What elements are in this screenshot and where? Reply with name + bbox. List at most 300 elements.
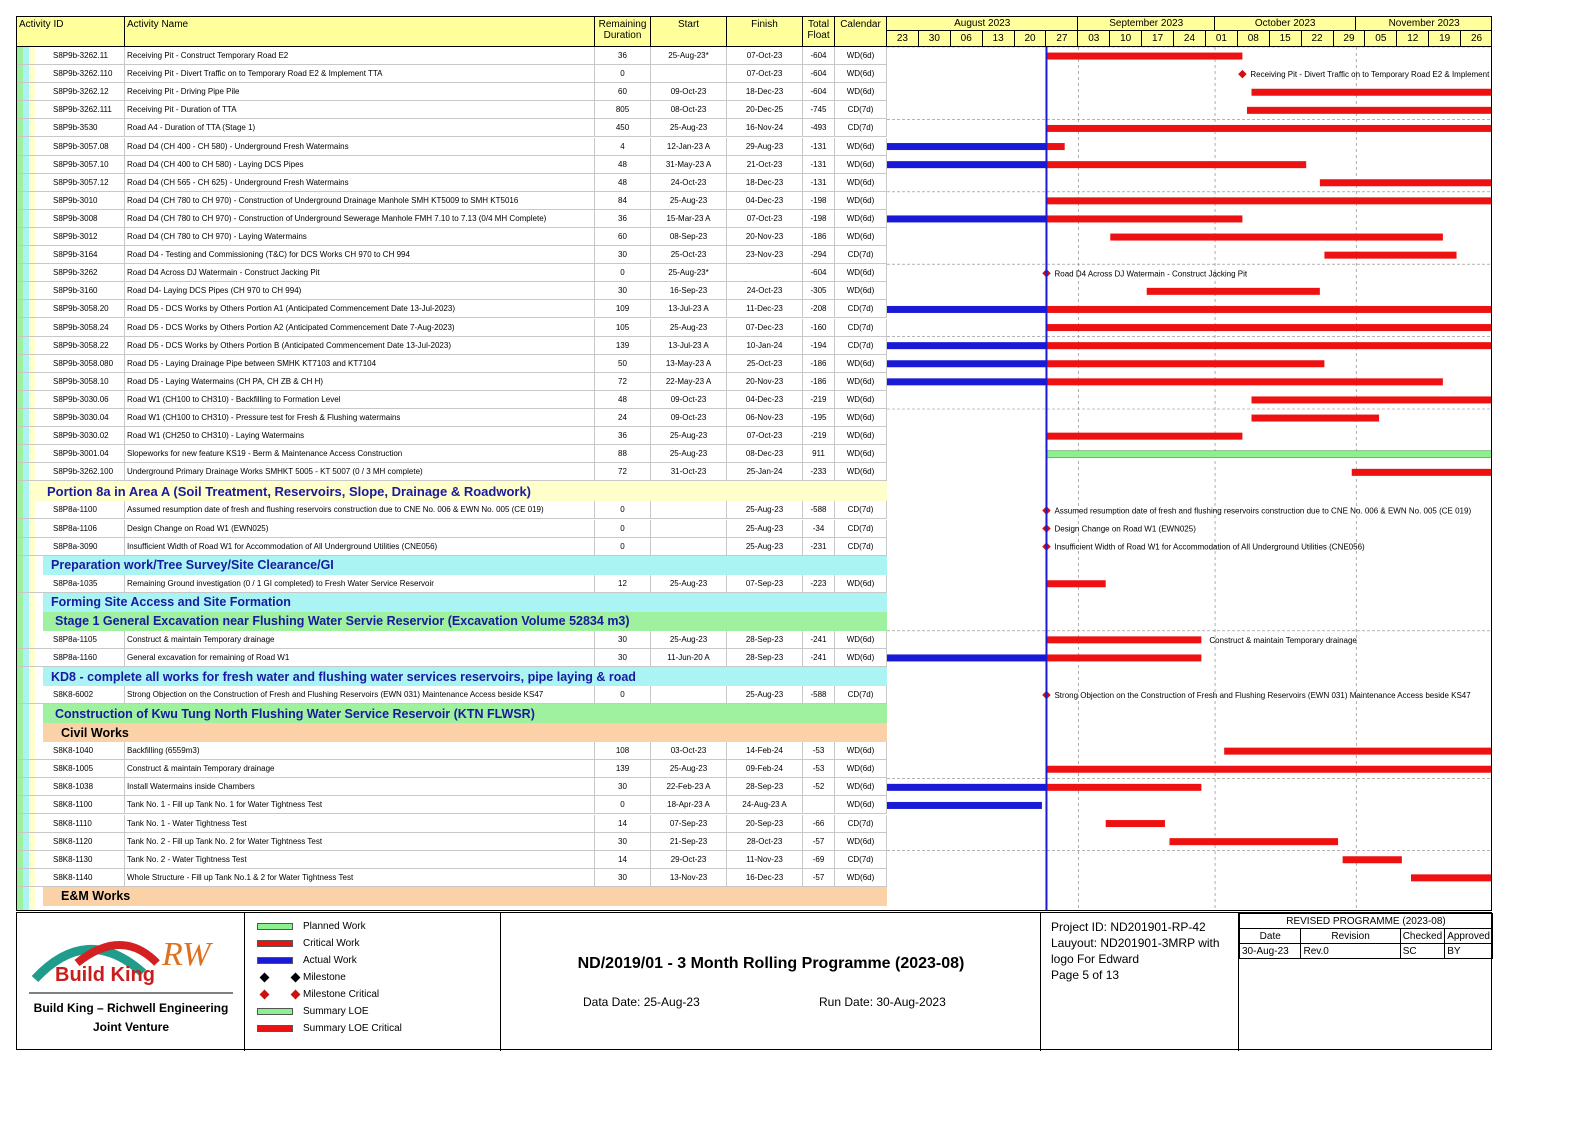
activity-name-cell: Road W1 (CH100 to CH310) - Pressure test for Fresh & Flushing watermains xyxy=(125,409,595,426)
activity-id-cell: S8K8-1038 xyxy=(43,778,125,795)
legend-swatch xyxy=(257,1025,293,1032)
total-float-cell: -131 xyxy=(803,138,835,155)
start-cell: 13-Nov-23 xyxy=(651,869,727,886)
start-cell: 18-Apr-23 A xyxy=(651,796,727,813)
activity-row[interactable] xyxy=(17,427,887,445)
finish-cell: 18-Dec-23 xyxy=(727,83,803,100)
activity-id-cell: S8P9b-3030.04 xyxy=(43,409,125,426)
activity-row[interactable] xyxy=(17,319,887,337)
critical-bar xyxy=(1046,342,1492,349)
calendar-cell: WD(6d) xyxy=(835,649,887,666)
activity-name-cell: Road D5 - Laying Drainage Pipe between SMHK KT7103 and KT7104 xyxy=(125,355,595,372)
finish-cell: 28-Oct-23 xyxy=(727,833,803,850)
critical-bar xyxy=(1320,179,1492,186)
logo-company-line1: Build King – Richwell Engineering xyxy=(33,1001,229,1015)
activity-row[interactable] xyxy=(17,631,887,649)
remaining-duration-cell: 139 xyxy=(595,760,651,777)
critical-bar xyxy=(1046,580,1105,587)
activity-name-cell: Receiving Pit - Driving Pipe Pile xyxy=(125,83,595,100)
total-float-cell: -604 xyxy=(803,47,835,64)
activity-id-cell: S8P8a-1160 xyxy=(43,649,125,666)
activity-name-cell: Underground Primary Drainage Works SMHKT 5005 - KT 5007 (0 / 3 MH complete) xyxy=(125,463,595,480)
calendar-cell: CD(7d) xyxy=(835,319,887,336)
activity-row[interactable] xyxy=(17,760,887,778)
timescale-week: 12 xyxy=(1397,31,1429,47)
timescale-months xyxy=(887,17,1492,31)
critical-bar xyxy=(1046,360,1324,367)
col-total-float[interactable]: Total Float xyxy=(803,17,835,47)
calendar-cell: WD(6d) xyxy=(835,264,887,281)
total-float-cell: -160 xyxy=(803,319,835,336)
calendar-cell: WD(6d) xyxy=(835,47,887,64)
activity-row[interactable] xyxy=(17,851,887,869)
activity-row[interactable] xyxy=(17,575,887,593)
activity-name-cell: Road D5 - DCS Works by Others Portion B (Anticipated Commencement Date 13-Jul-2023) xyxy=(125,337,595,354)
critical-bar xyxy=(1324,252,1456,259)
activity-name-cell: Construct & maintain Temporary drainage xyxy=(125,760,595,777)
start-cell: 08-Oct-23 xyxy=(651,101,727,118)
finish-cell: 10-Jan-24 xyxy=(727,337,803,354)
critical-bar xyxy=(1247,107,1492,114)
activity-row[interactable] xyxy=(17,174,887,192)
remaining-duration-cell: 14 xyxy=(595,815,651,832)
activity-row[interactable] xyxy=(17,47,887,65)
start-cell: 13-May-23 A xyxy=(651,355,727,372)
legend-label: Planned Work xyxy=(303,921,366,932)
start-cell: 29-Oct-23 xyxy=(651,851,727,868)
calendar-cell: WD(6d) xyxy=(835,833,887,850)
total-float-cell: -241 xyxy=(803,649,835,666)
revision-header-approved: Approved xyxy=(1445,929,1493,944)
critical-bar xyxy=(1046,197,1492,204)
remaining-duration-cell: 0 xyxy=(595,796,651,813)
critical-bar xyxy=(1046,433,1242,440)
finish-cell: 29-Aug-23 xyxy=(727,138,803,155)
total-float-cell: -57 xyxy=(803,833,835,850)
calendar-cell: WD(6d) xyxy=(835,869,887,886)
timescale-week: 26 xyxy=(1461,31,1492,47)
critical-bar xyxy=(1252,415,1380,422)
critical-bar xyxy=(1343,856,1402,863)
col-finish[interactable]: Finish xyxy=(727,17,803,47)
finish-cell: 07-Oct-23 xyxy=(727,47,803,64)
activity-name-cell: Road D5 - DCS Works by Others Portion A1 (Anticipated Commencement Date 13-Jul-2023) xyxy=(125,300,595,317)
remaining-duration-cell: 105 xyxy=(595,319,651,336)
actual-bar xyxy=(887,654,1046,661)
schedule-sheet xyxy=(16,16,1492,911)
wbs-band[interactable] xyxy=(43,593,887,612)
start-cell: 08-Sep-23 xyxy=(651,228,727,245)
finish-cell: 04-Dec-23 xyxy=(727,391,803,408)
wbs-band-title: Civil Works xyxy=(61,725,129,740)
calendar-cell: WD(6d) xyxy=(835,742,887,759)
activity-id-cell: S8P8a-3090 xyxy=(43,538,125,555)
start-cell xyxy=(651,65,727,82)
finish-cell: 28-Sep-23 xyxy=(727,649,803,666)
start-cell: 22-Feb-23 A xyxy=(651,778,727,795)
critical-bar xyxy=(1046,306,1492,313)
critical-bar xyxy=(1046,215,1242,222)
finish-cell: 25-Aug-23 xyxy=(727,520,803,537)
activity-name-cell: Whole Structure - Fill up Tank No.1 & 2 for Water Tightness Test xyxy=(125,869,595,886)
logo-rw-text: RW xyxy=(162,936,211,973)
total-float-cell: -198 xyxy=(803,210,835,227)
calendar-cell: CD(7d) xyxy=(835,538,887,555)
activity-row[interactable] xyxy=(17,228,887,246)
remaining-duration-cell: 0 xyxy=(595,538,651,555)
timescale-week: 30 xyxy=(919,31,951,47)
critical-bar xyxy=(1046,636,1201,643)
legend-item xyxy=(257,972,346,983)
start-cell: 25-Aug-23 xyxy=(651,760,727,777)
col-activity-name[interactable]: Activity Name xyxy=(125,17,595,47)
data-date: Data Date: 25-Aug-23 xyxy=(583,995,700,1009)
activity-name-cell: Road D4 (CH 780 to CH 970) - Laying Watermains xyxy=(125,228,595,245)
calendar-cell: CD(7d) xyxy=(835,815,887,832)
total-float-cell: -231 xyxy=(803,538,835,555)
activity-name-cell: Road D5 - Laying Watermains (CH PA, CH ZB & CH H) xyxy=(125,373,595,390)
start-cell: 09-Oct-23 xyxy=(651,409,727,426)
activity-name-cell: Road D5 - DCS Works by Others Portion A2 (Anticipated Commencement Date 7-Aug-2023) xyxy=(125,319,595,336)
revision-table xyxy=(1239,913,1493,959)
activity-id-cell: S8P9b-3058.22 xyxy=(43,337,125,354)
total-float-cell: -186 xyxy=(803,373,835,390)
calendar-cell: WD(6d) xyxy=(835,355,887,372)
remaining-duration-cell: 139 xyxy=(595,337,651,354)
revision-header-revision: Revision xyxy=(1301,929,1400,944)
activity-row[interactable] xyxy=(17,833,887,851)
legend-item xyxy=(257,1006,369,1017)
total-float-cell xyxy=(803,796,835,813)
finish-cell: 06-Nov-23 xyxy=(727,409,803,426)
start-cell: 25-Aug-23 xyxy=(651,319,727,336)
activity-id-cell: S8P9b-3262.12 xyxy=(43,83,125,100)
calendar-cell: WD(6d) xyxy=(835,83,887,100)
calendar-cell: WD(6d) xyxy=(835,778,887,795)
finish-cell: 18-Dec-23 xyxy=(727,174,803,191)
total-float-cell: -57 xyxy=(803,869,835,886)
activity-row[interactable] xyxy=(17,337,887,355)
total-float-cell: 911 xyxy=(803,445,835,462)
timescale-weeks xyxy=(887,31,1492,47)
start-cell: 25-Aug-23 xyxy=(651,119,727,136)
total-float-cell: -241 xyxy=(803,631,835,648)
activity-name-cell: Road D4 (CH 780 to CH 970) - Construction of Underground Sewerage Manhole FMH 7.10 to 7.13 (0/4 MH Complete) xyxy=(125,210,595,227)
activity-row[interactable] xyxy=(17,445,887,463)
activity-id-cell: S8P8a-1105 xyxy=(43,631,125,648)
legend-swatch xyxy=(257,923,293,930)
total-float-cell: -53 xyxy=(803,760,835,777)
wbs-band[interactable] xyxy=(43,556,887,575)
wbs-band-title: Preparation work/Tree Survey/Site Clearance/GI xyxy=(51,558,334,573)
calendar-cell: WD(6d) xyxy=(835,192,887,209)
finish-cell: 16-Dec-23 xyxy=(727,869,803,886)
total-float-cell: -194 xyxy=(803,337,835,354)
timescale-week: 22 xyxy=(1302,31,1334,47)
finish-cell: 28-Sep-23 xyxy=(727,778,803,795)
company-logo xyxy=(17,913,245,1051)
calendar-cell: CD(7d) xyxy=(835,337,887,354)
activity-name-cell: Assumed resumption date of fresh and flushing reservoirs construction due to CNE No. 006 & EWN No. 005 (CE 019) xyxy=(125,501,595,518)
activity-row[interactable] xyxy=(17,264,887,282)
activity-row[interactable] xyxy=(17,156,887,174)
calendar-cell: WD(6d) xyxy=(835,373,887,390)
timescale-week: 19 xyxy=(1429,31,1461,47)
col-calendar[interactable]: Calendar xyxy=(835,17,887,47)
total-float-cell: -588 xyxy=(803,686,835,703)
calendar-cell: WD(6d) xyxy=(835,228,887,245)
total-float-cell: -294 xyxy=(803,246,835,263)
activity-name-cell: Design Change on Road W1 (EWN025) xyxy=(125,520,595,537)
start-cell: 24-Oct-23 xyxy=(651,174,727,191)
wbs-band-title: Forming Site Access and Site Formation xyxy=(51,595,291,610)
activity-row[interactable] xyxy=(17,65,887,83)
finish-cell: 24-Oct-23 xyxy=(727,282,803,299)
finish-cell: 11-Dec-23 xyxy=(727,300,803,317)
legend-item xyxy=(257,955,357,966)
remaining-duration-cell: 84 xyxy=(595,192,651,209)
col-remaining-duration[interactable]: Remaining Duration xyxy=(595,17,651,47)
critical-bar xyxy=(1046,784,1201,791)
total-float-cell: -69 xyxy=(803,851,835,868)
activity-id-cell: S8P9b-3164 xyxy=(43,246,125,263)
start-cell: 13-Jul-23 A xyxy=(651,300,727,317)
col-activity-id[interactable]: Activity ID xyxy=(17,17,125,47)
wbs-band[interactable] xyxy=(43,723,887,742)
remaining-duration-cell: 36 xyxy=(595,210,651,227)
timescale-week: 01 xyxy=(1206,31,1238,47)
activity-row[interactable] xyxy=(17,520,887,538)
total-float-cell: -604 xyxy=(803,264,835,281)
timescale-week: 10 xyxy=(1110,31,1142,47)
wbs-band[interactable] xyxy=(43,667,887,686)
critical-bar xyxy=(1224,748,1492,755)
remaining-duration-cell: 50 xyxy=(595,355,651,372)
finish-cell xyxy=(727,264,803,281)
activity-row[interactable] xyxy=(17,815,887,833)
timescale-month: October 2023 xyxy=(1215,17,1356,31)
total-float-cell: -131 xyxy=(803,174,835,191)
calendar-cell: WD(6d) xyxy=(835,409,887,426)
total-float-cell: -131 xyxy=(803,156,835,173)
start-cell: 31-May-23 A xyxy=(651,156,727,173)
activity-name-cell: Remaining Ground investigation (0 / 1 GI completed) to Fresh Water Service Reservoir xyxy=(125,575,595,592)
calendar-cell: CD(7d) xyxy=(835,501,887,518)
activity-row[interactable] xyxy=(17,355,887,373)
total-float-cell: -52 xyxy=(803,778,835,795)
remaining-duration-cell: 72 xyxy=(595,463,651,480)
activity-id-cell: S8P8a-1106 xyxy=(43,520,125,537)
activity-name-cell: Receiving Pit - Duration of TTA xyxy=(125,101,595,118)
finish-cell: 07-Sep-23 xyxy=(727,575,803,592)
gantt-bar-label: Insufficient Width of Road W1 for Accommodation of All Underground Utilities (CNE056) xyxy=(1054,542,1365,552)
start-cell: 16-Sep-23 xyxy=(651,282,727,299)
activity-row[interactable] xyxy=(17,391,887,409)
activity-row[interactable] xyxy=(17,463,887,481)
total-float-cell: -305 xyxy=(803,282,835,299)
activity-row[interactable] xyxy=(17,778,887,796)
actual-bar xyxy=(887,784,1046,791)
critical-bar xyxy=(1046,125,1492,132)
wbs-band-title: Portion 8a in Area A (Soil Treatment, Reservoirs, Slope, Drainage & Roadwork) xyxy=(47,483,532,499)
activity-name-cell: Strong Objection on the Construction of Fresh and Flushing Reservoirs (EWN 031) Maintenance Access beside KS47 xyxy=(125,686,595,703)
revision-box xyxy=(1239,913,1493,1051)
legend-item xyxy=(257,938,359,949)
start-cell: 21-Sep-23 xyxy=(651,833,727,850)
wbs-band[interactable] xyxy=(43,887,887,906)
critical-milestone xyxy=(1238,70,1246,78)
activity-row[interactable] xyxy=(17,742,887,760)
wbs-band[interactable] xyxy=(35,481,887,501)
actual-bar xyxy=(887,360,1046,367)
activity-row[interactable] xyxy=(17,192,887,210)
gantt-bar-label: Design Change on Road W1 (EWN025) xyxy=(1054,524,1196,534)
remaining-duration-cell: 108 xyxy=(595,742,651,759)
activity-id-cell: S8P9b-3262 xyxy=(43,264,125,281)
activity-id-cell: S8P9b-3030.06 xyxy=(43,391,125,408)
start-cell xyxy=(651,501,727,518)
calendar-cell: CD(7d) xyxy=(835,300,887,317)
calendar-cell: WD(6d) xyxy=(835,65,887,82)
remaining-duration-cell: 60 xyxy=(595,228,651,245)
timescale-week: 27 xyxy=(1046,31,1078,47)
gantt-chart xyxy=(887,47,1492,911)
revision-title: REVISED PROGRAMME (2023-08) xyxy=(1240,914,1493,929)
calendar-cell: WD(6d) xyxy=(835,760,887,777)
finish-cell: 23-Nov-23 xyxy=(727,246,803,263)
legend-milestone-icon xyxy=(260,973,270,983)
critical-bar xyxy=(1046,324,1492,331)
activity-row[interactable] xyxy=(17,501,887,519)
activity-id-cell: S8P9b-3058.10 xyxy=(43,373,125,390)
legend-milestone-icon xyxy=(260,990,270,1000)
activity-row[interactable] xyxy=(17,869,887,887)
activity-row[interactable] xyxy=(17,282,887,300)
activity-row[interactable] xyxy=(17,101,887,119)
col-start[interactable]: Start xyxy=(651,17,727,47)
activity-name-cell: Receiving Pit - Construct Temporary Road E2 xyxy=(125,47,595,64)
activity-id-cell: S8P9b-3012 xyxy=(43,228,125,245)
activity-row[interactable] xyxy=(17,119,887,137)
legend-milestone-icon xyxy=(291,973,301,983)
calendar-cell: CD(7d) xyxy=(835,101,887,118)
wbs-band[interactable] xyxy=(43,612,887,631)
legend-swatch xyxy=(257,1008,293,1015)
timescale-week: 17 xyxy=(1142,31,1174,47)
activity-name-cell: Road W1 (CH250 to CH310) - Laying Watermains xyxy=(125,427,595,444)
start-cell: 25-Aug-23* xyxy=(651,47,727,64)
activity-row[interactable] xyxy=(17,686,887,704)
legend-label: Actual Work xyxy=(303,955,357,966)
finish-cell: 04-Dec-23 xyxy=(727,192,803,209)
total-float-cell: -493 xyxy=(803,119,835,136)
activity-row[interactable] xyxy=(17,538,887,556)
start-cell: 25-Aug-23 xyxy=(651,445,727,462)
activity-row[interactable] xyxy=(17,409,887,427)
critical-bar xyxy=(1110,234,1443,241)
finish-cell: 20-Nov-23 xyxy=(727,373,803,390)
activity-name-cell: Tank No. 2 - Water Tightness Test xyxy=(125,851,595,868)
calendar-cell: WD(6d) xyxy=(835,210,887,227)
finish-cell: 07-Oct-23 xyxy=(727,65,803,82)
gantt-bar-label: Assumed resumption date of fresh and flushing reservoirs construction due to CNE No. 006 & EWN No. 005 (CE 019) xyxy=(1054,506,1472,516)
activity-row[interactable] xyxy=(17,300,887,318)
revision-checked: SC xyxy=(1400,944,1445,959)
activity-id-cell: S8P9b-3058.20 xyxy=(43,300,125,317)
activity-name-cell: Road D4 (CH 780 to CH 970) - Construction of Underground Drainage Manhole SMH KT5009 to SMH KT5016 xyxy=(125,192,595,209)
finish-cell: 25-Jan-24 xyxy=(727,463,803,480)
project-id: Project ID: ND201901-RP-42 xyxy=(1051,920,1206,934)
critical-bar xyxy=(1046,654,1201,661)
activity-name-cell: Road D4 - Testing and Commissioning (T&C) for DCS Works CH 970 to CH 994 xyxy=(125,246,595,263)
finish-cell: 25-Aug-23 xyxy=(727,501,803,518)
activity-row[interactable] xyxy=(17,373,887,391)
calendar-cell: WD(6d) xyxy=(835,282,887,299)
gantt-bar-label: Construct & maintain Temporary drainage xyxy=(1209,635,1357,645)
start-cell xyxy=(651,520,727,537)
start-cell: 25-Oct-23 xyxy=(651,246,727,263)
activity-name-cell: Install Watermains inside Chambers xyxy=(125,778,595,795)
activity-row[interactable] xyxy=(17,138,887,156)
run-date: Run Date: 30-Aug-2023 xyxy=(819,995,946,1009)
page-number: Page 5 of 13 xyxy=(1051,968,1120,982)
remaining-duration-cell: 30 xyxy=(595,246,651,263)
calendar-cell: WD(6d) xyxy=(835,138,887,155)
remaining-duration-cell: 4 xyxy=(595,138,651,155)
remaining-duration-cell: 30 xyxy=(595,631,651,648)
critical-bar xyxy=(1046,378,1442,385)
activity-id-cell: S8K8-1110 xyxy=(43,815,125,832)
timescale-week: 03 xyxy=(1078,31,1110,47)
activity-id-cell: S8K8-1040 xyxy=(43,742,125,759)
activity-id-cell: S8P9b-3057.12 xyxy=(43,174,125,191)
start-cell xyxy=(651,686,727,703)
activity-row[interactable] xyxy=(17,210,887,228)
total-float-cell: -195 xyxy=(803,409,835,426)
critical-bar xyxy=(1046,161,1306,168)
remaining-duration-cell: 88 xyxy=(595,445,651,462)
actual-bar xyxy=(887,378,1046,385)
finish-cell: 20-Sep-23 xyxy=(727,815,803,832)
activity-name-cell: Road D4 Across DJ Watermain - Construct Jacking Pit xyxy=(125,264,595,281)
activity-name-cell: Road D4- Laying DCS Pipes (CH 970 to CH 994) xyxy=(125,282,595,299)
activity-id-cell: S8K8-1100 xyxy=(43,796,125,813)
activity-id-cell: S8K8-1140 xyxy=(43,869,125,886)
activity-id-cell: S8P9b-3057.10 xyxy=(43,156,125,173)
legend-label: Milestone xyxy=(303,972,346,983)
critical-bar xyxy=(1252,396,1492,403)
activity-id-cell: S8P9b-3058.24 xyxy=(43,319,125,336)
activity-row[interactable] xyxy=(17,649,887,667)
revision-rev: Rev.0 xyxy=(1301,944,1400,959)
calendar-cell: WD(6d) xyxy=(835,445,887,462)
actual-bar xyxy=(887,161,1046,168)
total-float-cell: -219 xyxy=(803,427,835,444)
activity-row[interactable] xyxy=(17,246,887,264)
activity-id-cell: S8P8a-1100 xyxy=(43,501,125,518)
remaining-duration-cell: 72 xyxy=(595,373,651,390)
activity-row[interactable] xyxy=(17,796,887,814)
legend-swatch xyxy=(257,957,293,964)
legend-item xyxy=(257,921,366,932)
remaining-duration-cell: 60 xyxy=(595,83,651,100)
critical-bar xyxy=(1169,838,1338,845)
calendar-cell: WD(6d) xyxy=(835,427,887,444)
wbs-band[interactable] xyxy=(43,704,887,723)
activity-row[interactable] xyxy=(17,83,887,101)
wbs-band-title: E&M Works xyxy=(61,889,131,904)
start-cell: 25-Aug-23* xyxy=(651,264,727,281)
